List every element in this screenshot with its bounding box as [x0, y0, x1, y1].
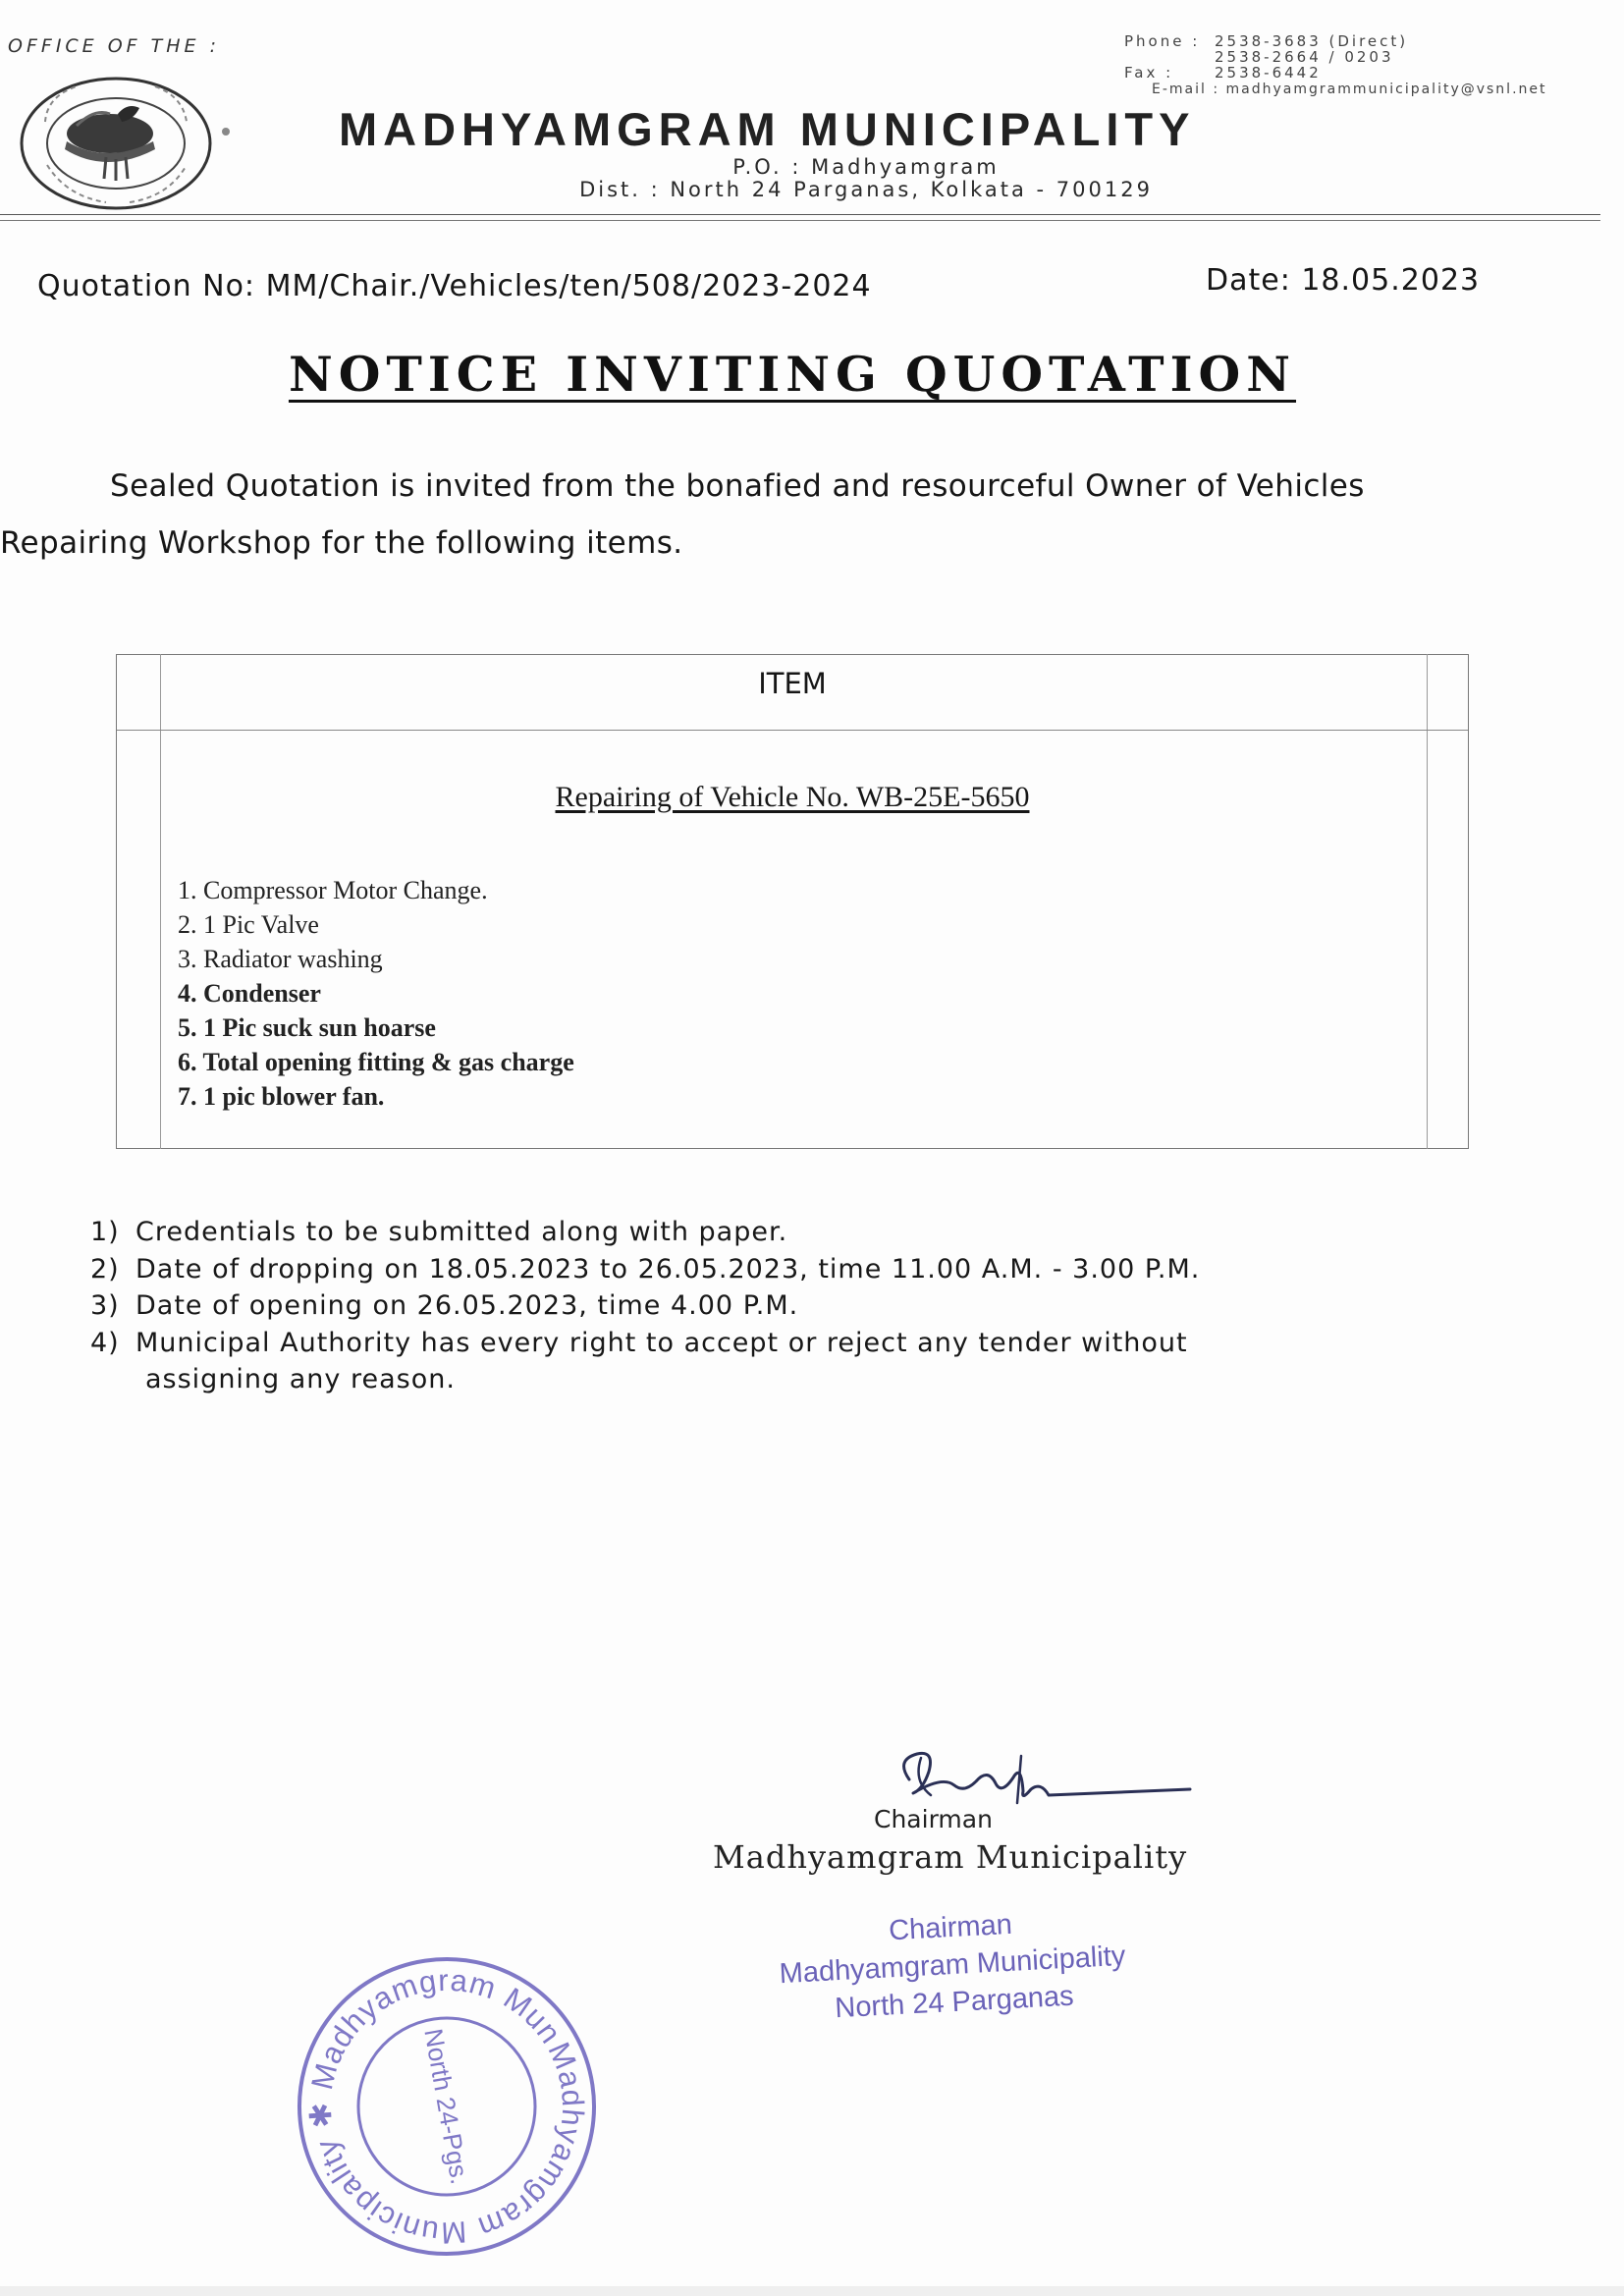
condition-number: 4): [90, 1327, 120, 1358]
condition-number: 1): [90, 1217, 120, 1247]
condition-text: Credentials to be submitted along with paper.: [135, 1217, 788, 1247]
post-office-line: P.O. : Madhyamgram: [732, 155, 1000, 179]
table-left-rule: [160, 654, 161, 1149]
condition-number: 3): [90, 1290, 120, 1321]
email-line: E-mail : madhyamgrammunicipality@vsnl.net: [1152, 82, 1547, 97]
condition-number: 2): [90, 1253, 120, 1285]
fax-number: 2538-6442: [1215, 64, 1322, 82]
chairman-rubber-stamp: [743, 1898, 1161, 2032]
vehicle-title: Repairing of Vehicle No. WB-25E-5650: [555, 781, 1030, 813]
scan-edge: [0, 2286, 1624, 2296]
office-label: OFFICE OF THE :: [8, 35, 220, 57]
condition-item: [90, 1214, 1367, 1251]
conditions-list: [90, 1214, 1367, 1398]
item-table: [116, 654, 1469, 1149]
fax-row: [1124, 65, 1556, 81]
list-item: 4. Condenser: [178, 979, 321, 1008]
intro-paragraph: [0, 458, 1443, 572]
item-column-header: ITEM: [758, 667, 827, 700]
list-item: 2. 1 Pic Valve: [178, 910, 319, 939]
condition-item: [90, 1325, 1367, 1362]
district-line: Dist. : North 24 Parganas, Kolkata - 700129: [579, 178, 1153, 201]
quotation-number: Quotation No: MM/Chair./Vehicles/ten/508/2023-2024: [37, 269, 872, 303]
signatory-title: Chairman: [874, 1805, 993, 1833]
list-item: 7. 1 pic blower fan.: [178, 1082, 385, 1111]
fax-label: Fax :: [1124, 64, 1174, 82]
signatory-organization: Madhyamgram Municipality: [713, 1838, 1188, 1876]
letterhead-divider: [0, 214, 1600, 215]
stamp-line-1: Chairman: [888, 1908, 1013, 1947]
phone-number-1: 2538-3683 (Direct): [1215, 32, 1409, 50]
repair-item-list: [178, 873, 574, 1114]
quotation-date: Date: 18.05.2023: [1206, 263, 1481, 298]
phone-label: Phone :: [1124, 32, 1201, 50]
condition-text: Municipal Authority has every right to accept or reject any tender without: [135, 1327, 1188, 1358]
seal-ring-text: Madhyamgram Municipality ✱ Madhyamgram Municipality: [302, 1962, 591, 2251]
municipality-round-seal: [291, 1950, 603, 2263]
stamp-line-2: Madhyamgram Municipality: [778, 1940, 1127, 1991]
phone-row-2: [1124, 49, 1556, 65]
contact-block: [1124, 33, 1556, 97]
phone-row: [1124, 33, 1556, 49]
seal-center-text: North 24-Pgs.: [418, 2026, 475, 2187]
municipality-name: MADHYAMGRAM MUNICIPALITY: [339, 103, 1196, 155]
intro-line-2: Repairing Workshop for the following items.: [0, 525, 683, 561]
notice-title: NOTICE INVITING QUOTATION: [288, 346, 1297, 403]
list-item: 5. 1 Pic suck sun hoarse: [178, 1013, 436, 1042]
condition-text: Date of opening on 26.05.2023, time 4.00 P.M.: [135, 1290, 799, 1321]
condition-item: [90, 1251, 1367, 1288]
stamp-line-3: North 24 Parganas: [834, 1980, 1075, 2025]
table-header-rule: [117, 730, 1468, 731]
list-item: 6. Total opening fitting & gas charge: [178, 1048, 574, 1076]
list-item: 3. Radiator washing: [178, 945, 383, 973]
list-item: 1. Compressor Motor Change.: [178, 876, 488, 904]
condition-item: [90, 1287, 1367, 1325]
letterhead-divider-2: [0, 220, 1600, 221]
condition-continuation: assigning any reason.: [145, 1364, 456, 1394]
condition-text: Date of dropping on 18.05.2023 to 26.05.2023, time 11.00 A.M. - 3.00 P.M.: [135, 1253, 1201, 1285]
intro-line-1: Sealed Quotation is invited from the bonafied and resourceful Owner of Vehicles: [110, 468, 1365, 504]
phone-number-2: 2538-2664 / 0203: [1215, 48, 1394, 66]
table-right-rule: [1427, 654, 1428, 1149]
